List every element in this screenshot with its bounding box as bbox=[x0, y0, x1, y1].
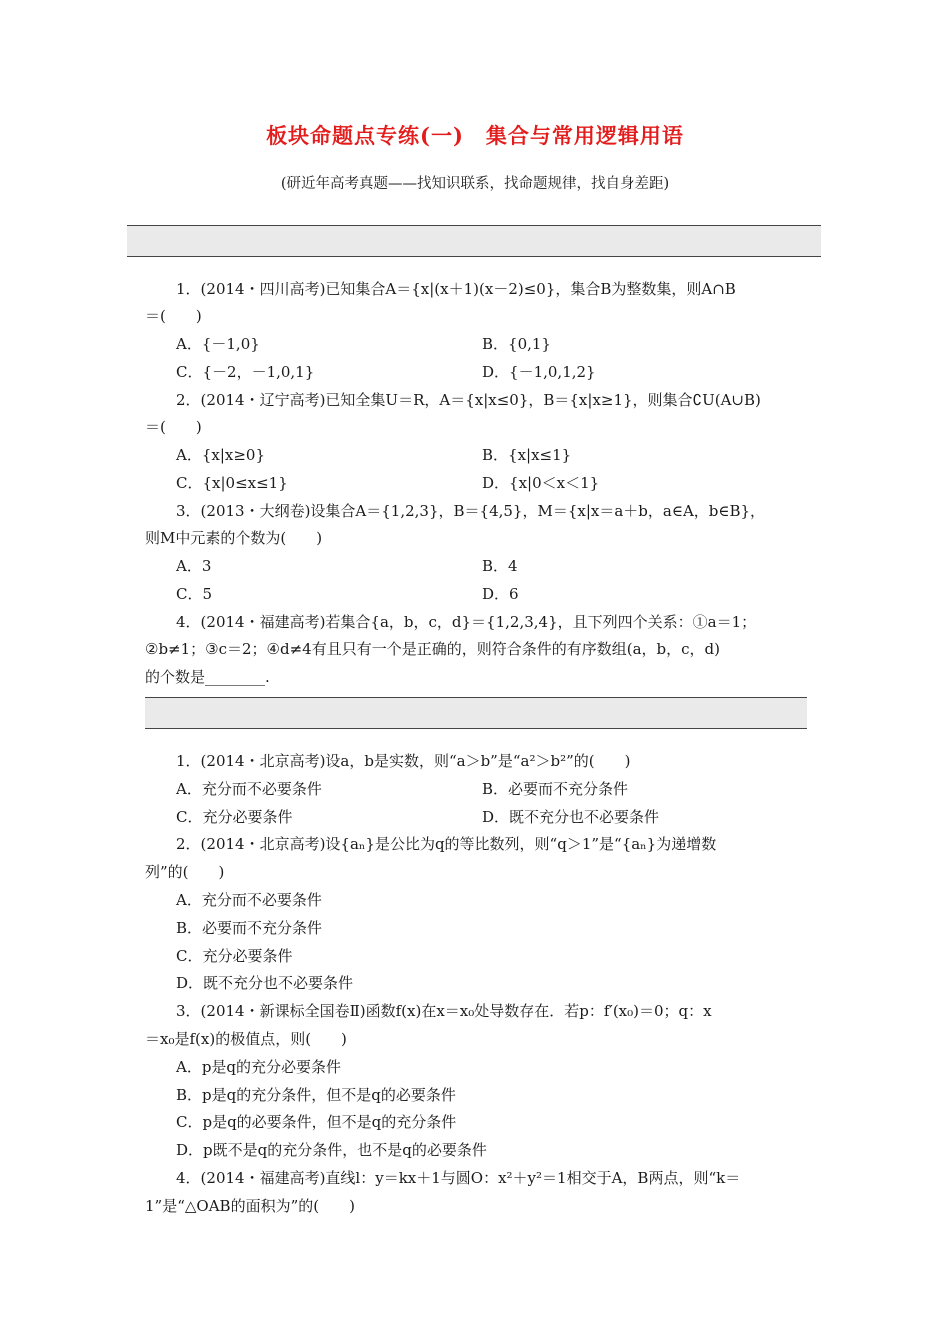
s1-q4-line-3: 的个数是________. bbox=[145, 668, 270, 686]
section-header-bar-1 bbox=[127, 225, 821, 257]
s1-q3-option-d: D．6 bbox=[482, 585, 519, 603]
s2-q1-option-a: A．充分而不必要条件 bbox=[176, 780, 322, 798]
s1-q2-stem: 2．(2014・辽宁高考)已知全集U＝R，A＝{x|x≤0}，B＝{x|x≥1}，则集合∁U(A∪B) bbox=[176, 391, 761, 409]
s2-q1-stem: 1．(2014・北京高考)设a，b是实数，则“a＞b”是“a²＞b²”的( ) bbox=[176, 752, 631, 770]
s1-q3-option-b: B．4 bbox=[482, 557, 518, 575]
s1-q2-option-b: B．{x|x≤1} bbox=[482, 446, 572, 464]
s1-q3-option-a: A．3 bbox=[176, 557, 212, 575]
s1-q3-option-c: C．5 bbox=[176, 585, 213, 603]
s2-q3-stem: 3．(2014・新课标全国卷Ⅱ)函数f(x)在x＝x₀处导数存在．若p：f′(x₀)＝0；q：x bbox=[176, 1002, 712, 1020]
s2-q2-option-c: C．充分必要条件 bbox=[176, 947, 293, 965]
s1-q1-option-a: A．{－1,0} bbox=[176, 335, 260, 353]
s2-q4-line-1: 4．(2014・福建高考)直线l：y＝kx＋1与圆O：x²＋y²＝1相交于A，B两点，则“k＝ bbox=[176, 1169, 741, 1187]
s2-q3-option-d: D．p既不是q的充分条件，也不是q的必要条件 bbox=[176, 1141, 487, 1159]
s1-q1-option-d: D．{－1,0,1,2} bbox=[482, 363, 596, 381]
s1-q2-stem-cont: ＝( ) bbox=[145, 418, 202, 436]
page-title: 板块命题点专练(一) 集合与常用逻辑用语 bbox=[266, 123, 684, 148]
s1-q4-line-1: 4．(2014・福建高考)若集合{a，b，c，d}＝{1,2,3,4}，且下列四个关系：①a＝1； bbox=[176, 613, 757, 631]
s2-q1-option-c: C．充分必要条件 bbox=[176, 808, 293, 826]
page-subtitle: (研近年高考真题——找知识联系，找命题规律，找自身差距) bbox=[280, 176, 670, 192]
s1-q3-stem-cont: 则M中元素的个数为( ) bbox=[145, 529, 323, 547]
s2-q3-option-c: C．p是q的必要条件，但不是q的充分条件 bbox=[176, 1113, 457, 1131]
section-header-bar-2 bbox=[145, 697, 807, 729]
s1-q4-line-2: ②b≠1；③c＝2；④d≠4有且只有一个是正确的，则符合条件的有序数组(a，b，c，d) bbox=[145, 640, 720, 658]
s1-q1-option-b: B．{0,1} bbox=[482, 335, 551, 353]
s2-q3-option-a: A．p是q的充分必要条件 bbox=[176, 1058, 342, 1076]
s1-q2-option-a: A．{x|x≥0} bbox=[176, 446, 266, 464]
s1-q3-stem: 3．(2013・大纲卷)设集合A＝{1,2,3}，B＝{4,5}，M＝{x|x＝a＋b，a∈A，b∈B}， bbox=[176, 502, 766, 520]
s2-q3-option-b: B．p是q的充分条件，但不是q的必要条件 bbox=[176, 1086, 456, 1104]
s2-q2-stem: 2．(2014・北京高考)设{aₙ}是公比为q的等比数列，则“q＞1”是“{aₙ}为递增数 bbox=[176, 835, 717, 853]
s2-q2-option-b: B．必要而不充分条件 bbox=[176, 919, 323, 937]
s1-q1-option-c: C．{－2，－1,0,1} bbox=[176, 363, 315, 381]
s2-q4-line-2: 1”是“△OAB的面积为”的( ) bbox=[145, 1197, 355, 1215]
s1-q1-stem-cont: ＝( ) bbox=[145, 307, 202, 325]
s2-q2-stem-cont: 列”的( ) bbox=[145, 863, 225, 881]
s2-q1-option-d: D．既不充分也不必要条件 bbox=[482, 808, 660, 826]
s2-q2-option-d: D．既不充分也不必要条件 bbox=[176, 974, 354, 992]
s1-q1-stem: 1．(2014・四川高考)已知集合A＝{x|(x＋1)(x－2)≤0}，集合B为整数集，则A∩B bbox=[176, 280, 736, 298]
s2-q1-option-b: B．必要而不充分条件 bbox=[482, 780, 629, 798]
s1-q2-option-c: C．{x|0≤x≤1} bbox=[176, 474, 288, 492]
s2-q3-stem-cont: ＝x₀是f(x)的极值点，则( ) bbox=[145, 1030, 347, 1048]
s1-q2-option-d: D．{x|0＜x＜1} bbox=[482, 474, 600, 492]
s2-q2-option-a: A．充分而不必要条件 bbox=[176, 891, 322, 909]
